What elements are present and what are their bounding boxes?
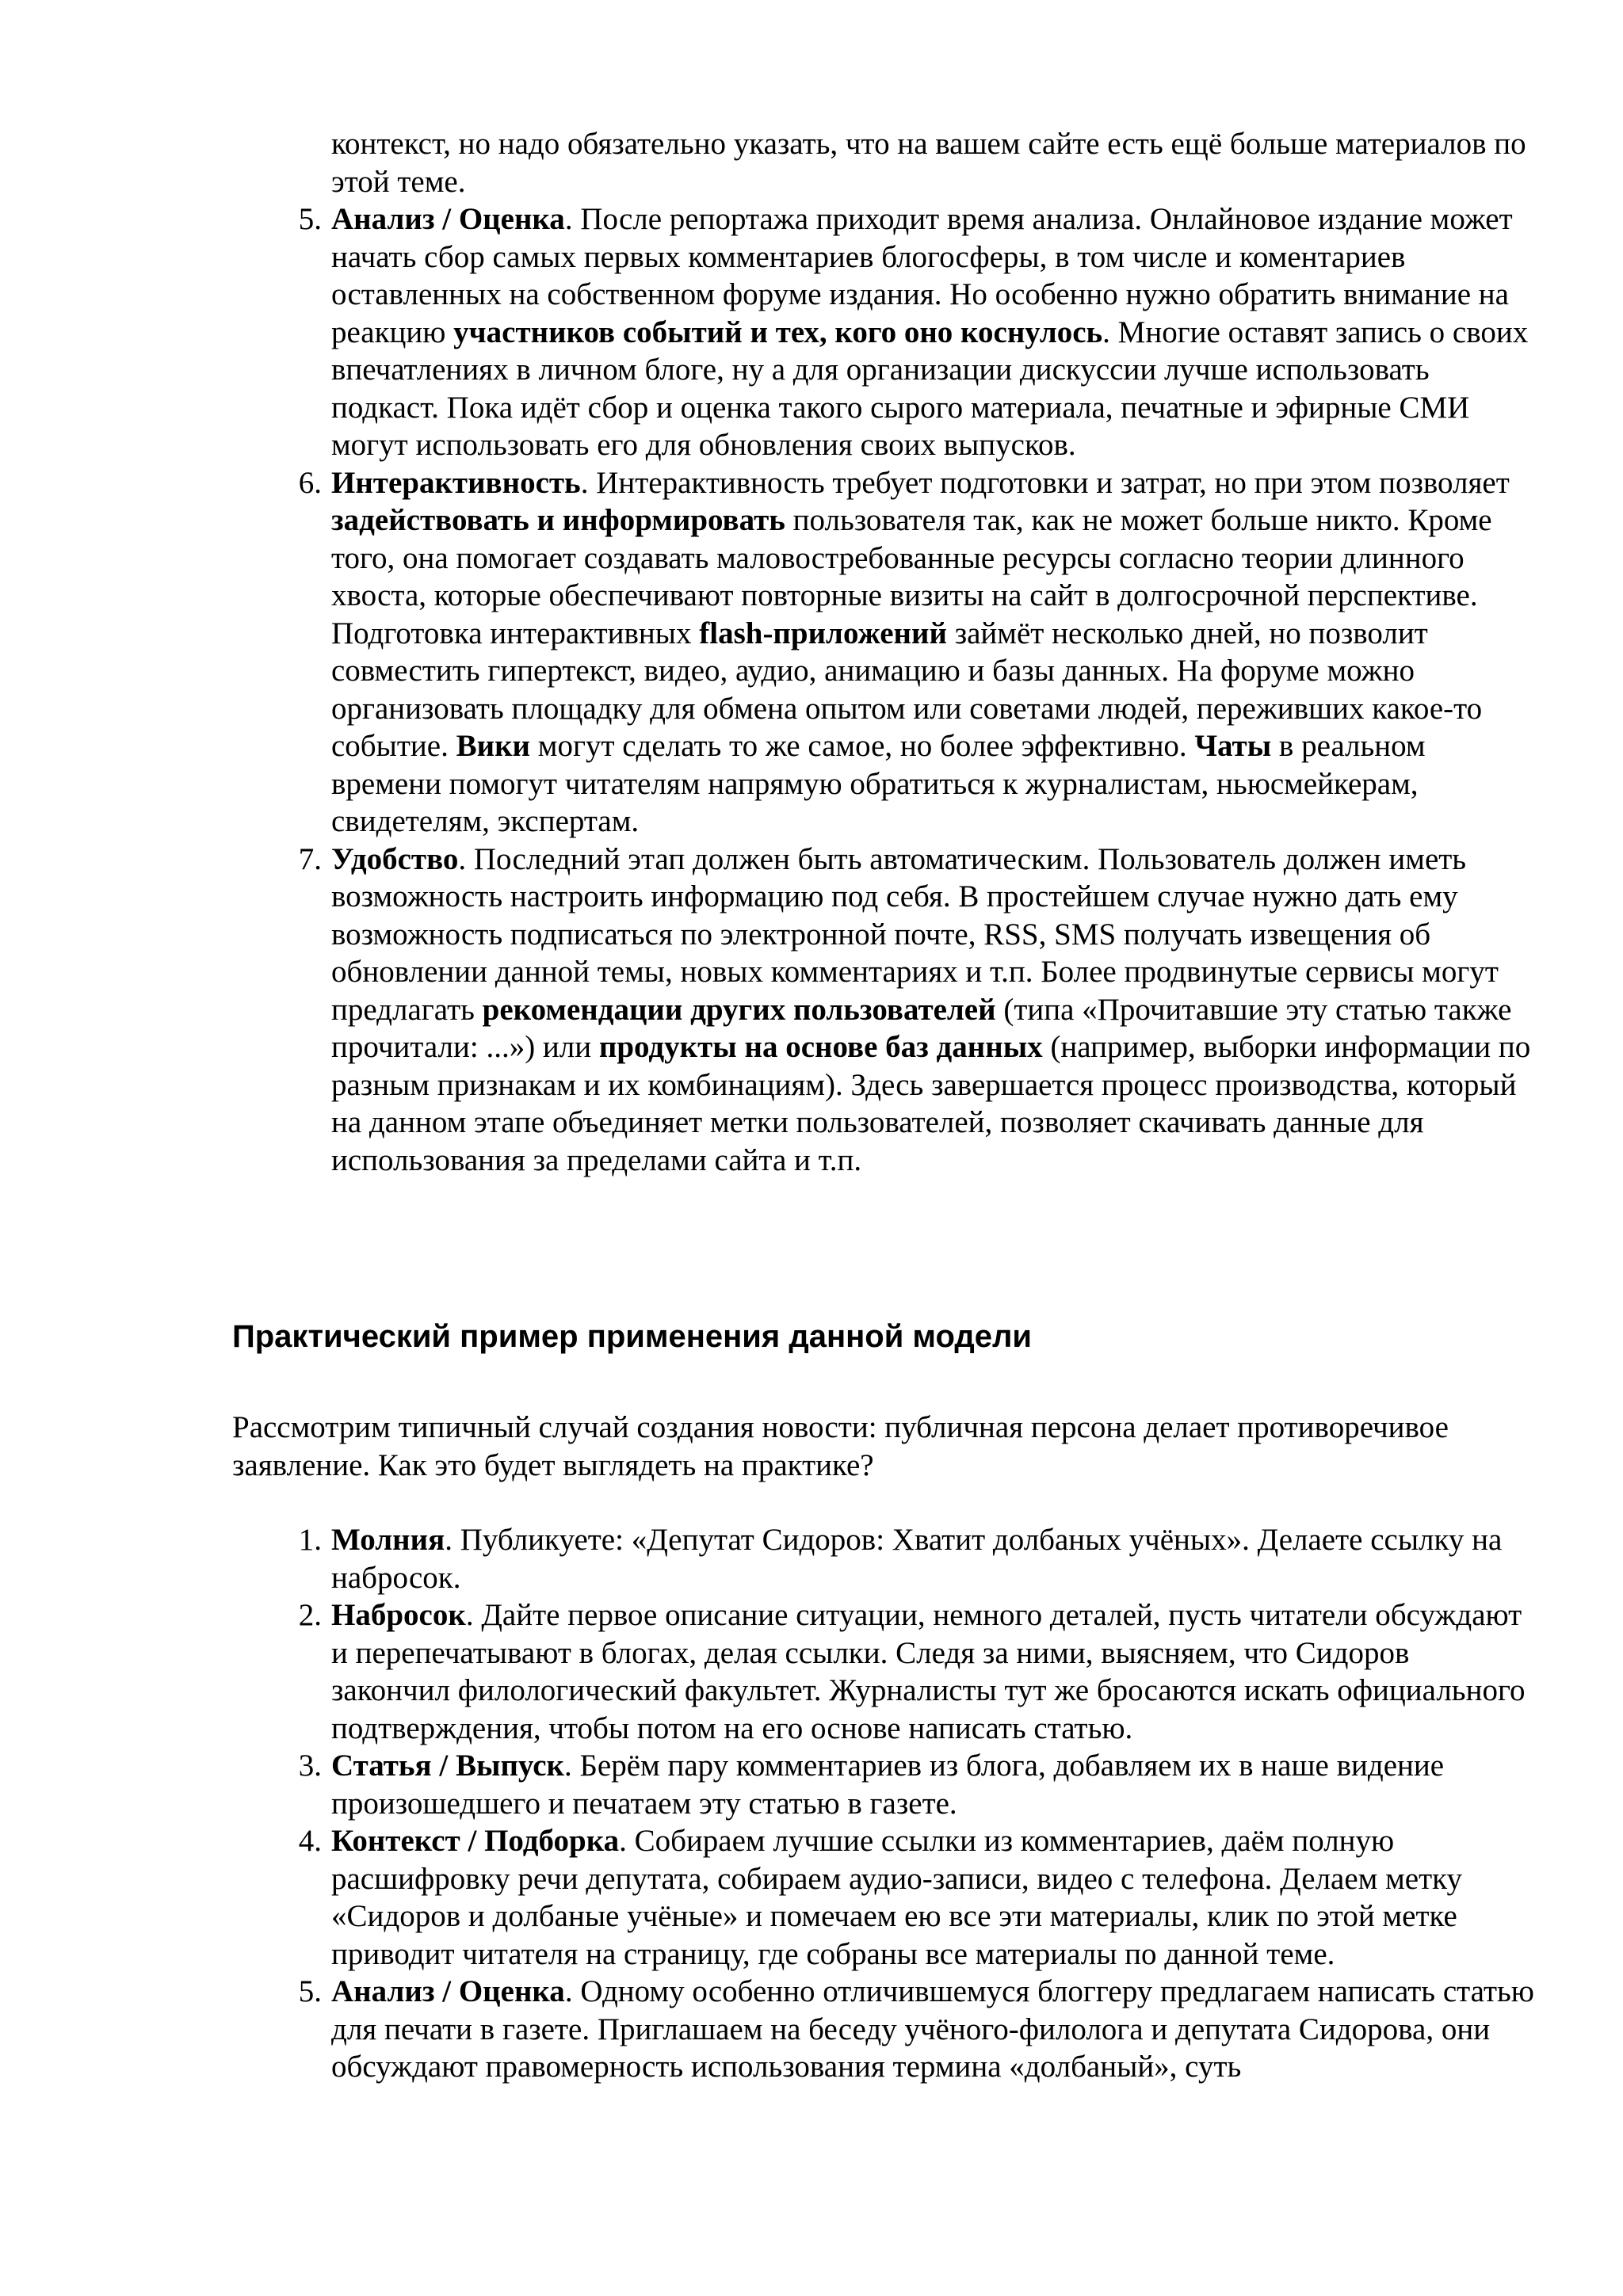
list-item-context	[298, 1822, 1536, 1973]
item-text: . Дайте первое описание ситуации, немного деталей, пусть читатели обсуждают и перепечатывают в блогах, делая ссылки. Следя за ними, выясняем, что Сидоров закончил филологический факультет. Журналисты тут же бросаются искать официального подтверждения, чтобы потом на его основе написать статью.	[331, 1598, 1526, 1745]
list-item-draft	[298, 1596, 1536, 1747]
item-title: Анализ / Оценка	[331, 1974, 565, 2008]
list-number: 4.	[298, 1824, 322, 1858]
list-item-convenience	[298, 841, 1536, 1180]
list-item-flash	[298, 1521, 1536, 1596]
list-item-analysis	[298, 200, 1536, 464]
item-text: в реальном времени помогут читателям напрямую обратиться к журналистам, ньюсмейкерам, свидетелям, экспертам.	[331, 729, 1426, 838]
item-title: Набросок	[331, 1598, 466, 1632]
item-text: . После репортажа приходит время анализа. Онлайновое издание может начать сбор самых первых комментариев блогосферы, в том числе и коментариев оставленных на собственном форуме издания. Но особенно нужно обратить внимание на реакцию	[331, 202, 1513, 349]
list-item-interactivity	[298, 464, 1536, 841]
item-text: . Собираем лучшие ссылки из комментариев, даём полную расшифровку речи депутата, собираем аудио-записи, видео с телефона. Делаем метку «Сидоров и долбаные учёные» и помечаем ею все эти материалы, клик по этой метке приводит читателя на страницу, где собраны все материалы по данной теме.	[331, 1824, 1463, 1971]
list-number: 3.	[298, 1749, 322, 1783]
item-text: . Интерактивность требует подготовки и затрат, но при этом позволяет	[580, 465, 1510, 500]
item-text: (например, выборки информации по разным признакам и их комбинациям). Здесь завершается процесс производства, который на данном этапе объединяет метки пользователей, позволяет скачивать данные для использования за пределами сайта и т.п.	[331, 1030, 1531, 1177]
list-item-continuation	[331, 125, 1536, 200]
section-heading: Практический пример применения данной модели	[232, 1319, 1033, 1354]
item-text: . Одному особенно отличившемуся блоггеру предлагаем написать статью для печати в газете. Приглашаем на беседу учёного-филолога и депутата Сидорова, они обсуждают правомерность использования термина «долбаный», суть	[331, 1974, 1534, 2084]
item-title: Анализ / Оценка	[331, 202, 565, 236]
list-number: 2.	[298, 1598, 322, 1632]
item-emphasis: рекомендации других пользователей	[482, 992, 996, 1027]
example-steps-list	[298, 1521, 1536, 2086]
item-text: . Многие оставят запись о своих впечатлениях в личном блоге, ну а для организации дискуссии лучше использовать подкаст. Пока идёт сбор и оценка такого сырого материала, печатные и эфирные СМИ могут использовать его для обновления своих выпусков.	[331, 315, 1529, 462]
section-intro: Рассмотрим типичный случай создания новости: публичная персона делает противоречивое заявление. Как это будет выглядеть на практике?	[232, 1410, 1449, 1482]
item-text: (типа «Прочитавшие эту статью также прочитали: ...») или	[331, 992, 1512, 1064]
list-number: 6.	[298, 465, 322, 500]
item-title: Статья / Выпуск	[331, 1749, 565, 1783]
list-number: 7.	[298, 841, 322, 876]
item-emphasis: продукты на основе баз данных	[598, 1030, 1043, 1064]
item-emphasis: Чаты	[1194, 729, 1272, 763]
item-emphasis: задействовать и информировать	[331, 503, 785, 537]
item-text: пользователя так, как не может больше никто. Кроме того, она помогает создавать маловостребованные ресурсы согласно теории длинного хвоста, которые обеспечивают повторные визиты на сайт в долгосрочной перспективе. Подготовка интерактивных	[331, 503, 1492, 650]
item-text: займёт несколько дней, но позволит совместить гипертекст, видео, аудио, анимацию и базы данных. На форуме можно организовать площадку для обмена опытом или советами людей, переживших какое-то событие.	[331, 616, 1483, 763]
list-item-article	[298, 1747, 1536, 1822]
item-emphasis: участников событий и тех, кого оно коснулось	[453, 315, 1103, 349]
item-title: Удобство	[331, 841, 459, 876]
item-emphasis: Вики	[456, 729, 531, 763]
item-text: . Публикуете: «Депутат Сидоров: Хватит долбаных учёных». Делаете ссылку на набросок.	[331, 1523, 1503, 1595]
list-item-analysis-example	[298, 1973, 1536, 2086]
item-text: . Берём пару комментариев из блога, добавляем их в наше видение произошедшего и печатаем эту статью в газете.	[331, 1749, 1445, 1821]
item-emphasis: flash-приложений	[699, 616, 947, 650]
list-number: 1.	[298, 1523, 322, 1557]
list-number: 5.	[298, 1974, 322, 2008]
list-number: 5.	[298, 202, 322, 236]
item-text: . Последний этап должен быть автоматическим. Пользователь должен иметь возможность настроить информацию под себя. В простейшем случае нужно дать ему возможность подписаться по электронной почте, RSS, SMS получать извещения об обновлении данной темы, новых комментариях и т.п. Более продвинутые сервисы могут предлагать	[331, 841, 1499, 1027]
process-steps-list	[298, 125, 1536, 1179]
item-title: Молния	[331, 1523, 445, 1557]
continuation-text: контекст, но надо обязательно указать, что на вашем сайте есть ещё больше материалов по этой теме.	[331, 127, 1526, 199]
item-title: Контекст / Подборка	[331, 1824, 620, 1858]
item-text: могут сделать то же самое, но более эффективно.	[530, 729, 1195, 763]
item-title: Интерактивность	[331, 465, 581, 500]
